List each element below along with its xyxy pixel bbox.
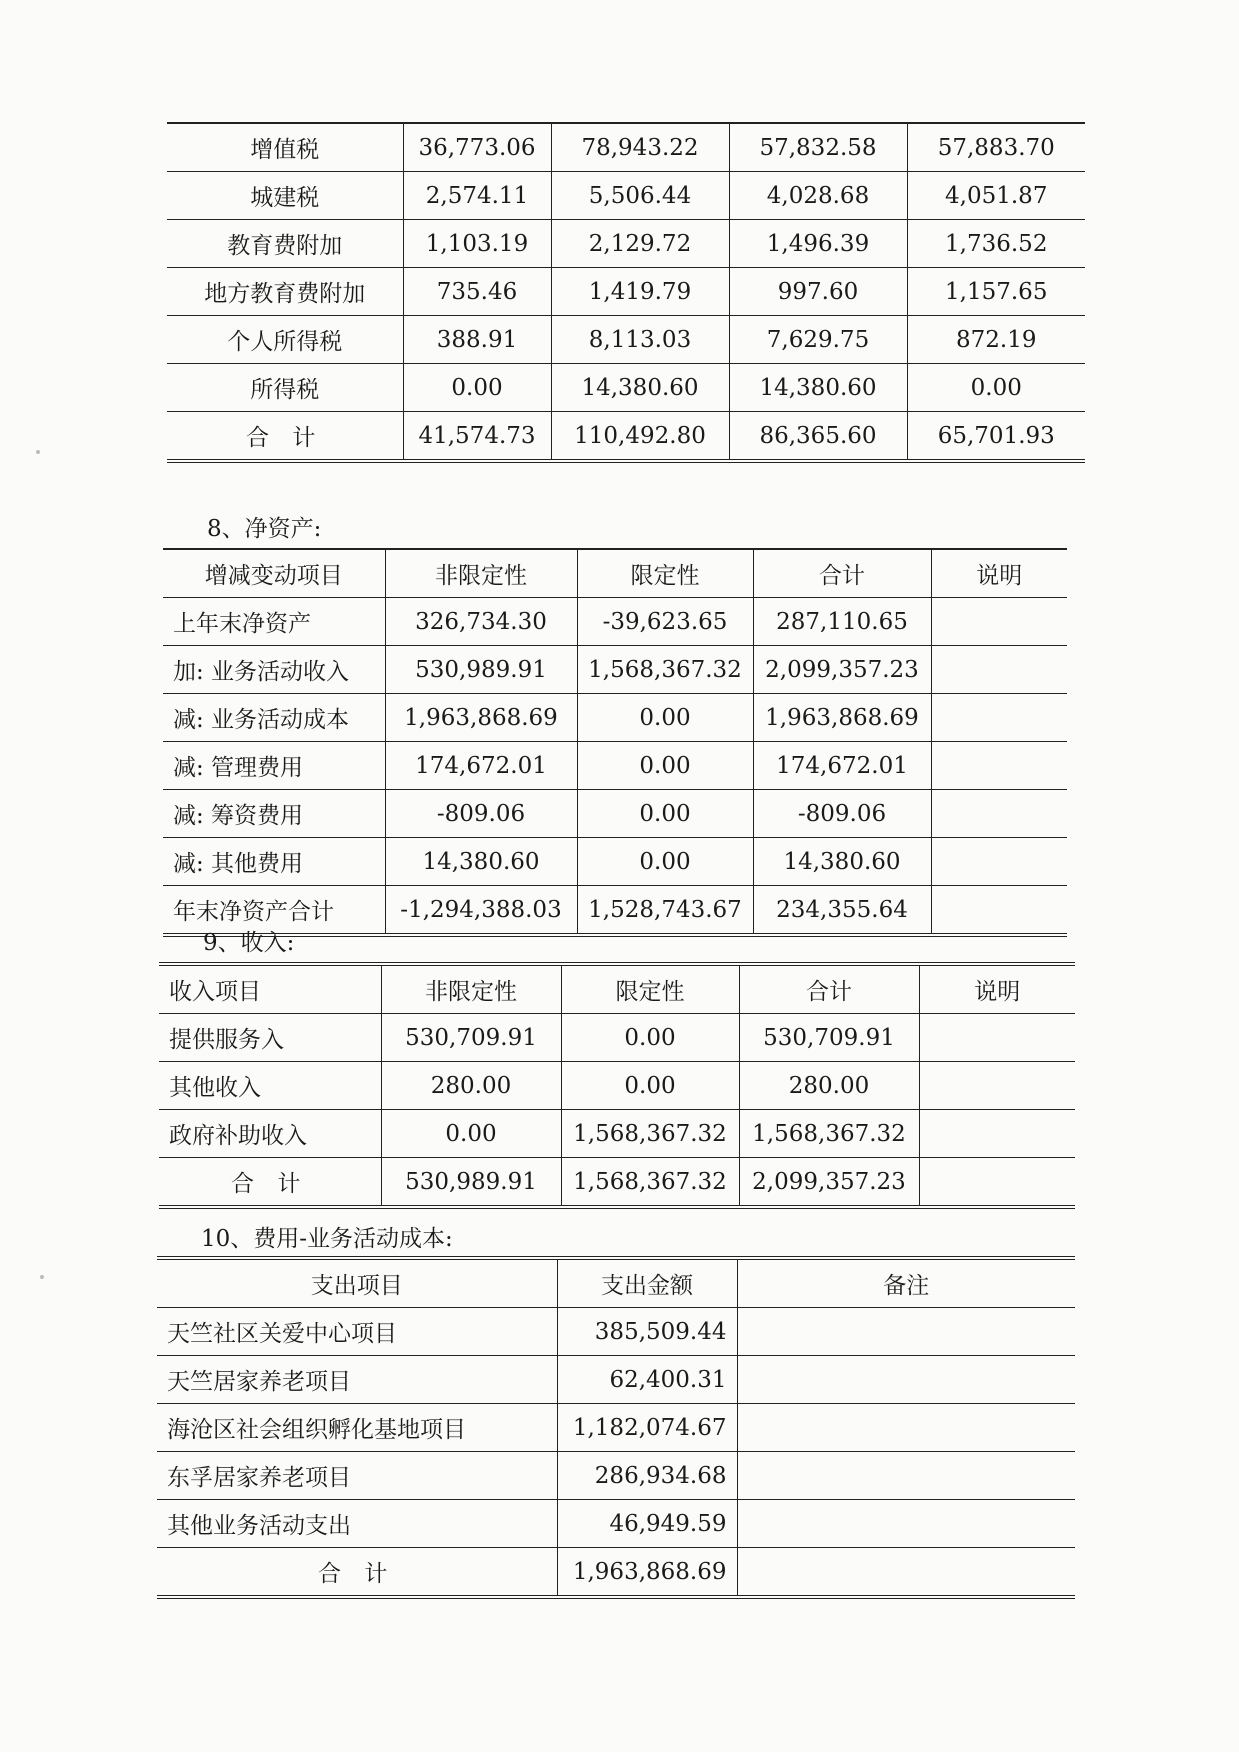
amount-cell: 1,568,367.32 [561,1158,739,1208]
amount-cell: 1,568,367.32 [577,646,753,694]
amount-cell: 2,099,357.23 [739,1158,919,1208]
item-name: 增值税 [167,123,403,172]
amount-cell: 1,182,074.67 [557,1404,737,1452]
amount-cell: 57,883.70 [907,123,1085,172]
table-row [167,220,1085,268]
item-name: 年末净资产合计 [163,886,385,936]
amount-cell: 41,574.73 [403,412,551,462]
amount-cell: 0.00 [577,694,753,742]
item-name: 其他收入 [159,1062,381,1110]
item-name: 政府补助收入 [159,1110,381,1158]
note-cell [737,1548,1075,1598]
amount-cell: 530,709.91 [739,1014,919,1062]
total-label: 合 计 [157,1548,557,1598]
scan-speck [36,450,40,454]
table-row [167,364,1085,412]
amount-cell: 8,113.03 [551,316,729,364]
amount-cell: 0.00 [561,1014,739,1062]
note-cell [919,1014,1075,1062]
table-header-row [157,1258,1075,1308]
column-header: 支出金额 [557,1258,737,1308]
note-cell [919,1158,1075,1208]
table-row [159,1062,1075,1110]
section-heading-net-assets: 8、净资产: [207,516,322,542]
amount-cell: 0.00 [577,790,753,838]
table-row [157,1356,1075,1404]
note-cell [737,1404,1075,1452]
item-name: 减: 其他费用 [163,838,385,886]
table-row [163,742,1067,790]
amount-cell: 530,989.91 [381,1158,561,1208]
amount-cell: 1,157.65 [907,268,1085,316]
amount-cell: 280.00 [381,1062,561,1110]
total-row [163,886,1067,936]
amount-cell: 234,355.64 [753,886,931,936]
amount-cell: 14,380.60 [551,364,729,412]
column-header: 增减变动项目 [163,549,385,598]
section-heading-business-cost: 10、费用-业务活动成本: [201,1226,453,1252]
table-header-row [159,964,1075,1014]
note-cell [737,1308,1075,1356]
amount-cell: 1,568,367.32 [739,1110,919,1158]
item-name: 减: 筹资费用 [163,790,385,838]
amount-cell: 287,110.65 [753,598,931,646]
amount-cell: 1,568,367.32 [561,1110,739,1158]
column-header: 限定性 [561,964,739,1014]
note-cell [931,646,1067,694]
table-row [163,694,1067,742]
column-header: 说明 [919,964,1075,1014]
amount-cell: 1,419.79 [551,268,729,316]
item-name: 城建税 [167,172,403,220]
amount-cell: 388.91 [403,316,551,364]
table-row [159,1014,1075,1062]
amount-cell: 997.60 [729,268,907,316]
total-row [167,412,1085,462]
income-table [159,962,1075,1209]
note-cell [737,1356,1075,1404]
amount-cell: 36,773.06 [403,123,551,172]
note-cell [737,1500,1075,1548]
note-cell [931,694,1067,742]
amount-cell: 14,380.60 [753,838,931,886]
table-row [157,1404,1075,1452]
table-row [163,646,1067,694]
item-name: 地方教育费附加 [167,268,403,316]
amount-cell: 1,528,743.67 [577,886,753,936]
item-name: 东孚居家养老项目 [157,1452,557,1500]
amount-cell: 14,380.60 [729,364,907,412]
amount-cell: 174,672.01 [385,742,577,790]
item-name: 天竺社区关爱中心项目 [157,1308,557,1356]
amount-cell: 14,380.60 [385,838,577,886]
column-header: 合计 [753,549,931,598]
note-cell [919,1110,1075,1158]
amount-cell: -809.06 [385,790,577,838]
total-label: 合 计 [159,1158,381,1208]
table-row [167,123,1085,172]
table-row [163,838,1067,886]
table-row [167,316,1085,364]
amount-cell: -39,623.65 [577,598,753,646]
table-row [167,268,1085,316]
table-row [167,172,1085,220]
amount-cell: 86,365.60 [729,412,907,462]
amount-cell: 385,509.44 [557,1308,737,1356]
note-cell [931,790,1067,838]
amount-cell: 57,832.58 [729,123,907,172]
item-name: 天竺居家养老项目 [157,1356,557,1404]
column-header: 非限定性 [385,549,577,598]
amount-cell: 530,989.91 [385,646,577,694]
amount-cell: 174,672.01 [753,742,931,790]
item-name: 海沧区社会组织孵化基地项目 [157,1404,557,1452]
column-header: 说明 [931,549,1067,598]
amount-cell: 1,963,868.69 [557,1548,737,1598]
net-assets-table [163,548,1067,937]
column-header: 收入项目 [159,964,381,1014]
amount-cell: 0.00 [577,838,753,886]
amount-cell: 280.00 [739,1062,919,1110]
amount-cell: 0.00 [561,1062,739,1110]
column-header: 非限定性 [381,964,561,1014]
item-name: 教育费附加 [167,220,403,268]
amount-cell: 5,506.44 [551,172,729,220]
item-name: 个人所得税 [167,316,403,364]
amount-cell: 65,701.93 [907,412,1085,462]
note-cell [931,742,1067,790]
column-header: 合计 [739,964,919,1014]
note-cell [737,1452,1075,1500]
amount-cell: 326,734.30 [385,598,577,646]
item-name: 其他业务活动支出 [157,1500,557,1548]
amount-cell: 4,051.87 [907,172,1085,220]
column-header: 支出项目 [157,1258,557,1308]
amount-cell: 530,709.91 [381,1014,561,1062]
item-name: 加: 业务活动收入 [163,646,385,694]
amount-cell: 78,943.22 [551,123,729,172]
table-row [163,790,1067,838]
amount-cell: 46,949.59 [557,1500,737,1548]
amount-cell: 2,129.72 [551,220,729,268]
amount-cell: 735.46 [403,268,551,316]
amount-cell: 0.00 [907,364,1085,412]
section-heading-income: 9、收入: [203,930,295,956]
item-name: 提供服务入 [159,1014,381,1062]
amount-cell: 1,496.39 [729,220,907,268]
amount-cell: 1,736.52 [907,220,1085,268]
amount-cell: 872.19 [907,316,1085,364]
table-row [159,1110,1075,1158]
note-cell [931,886,1067,936]
column-header: 备注 [737,1258,1075,1308]
amount-cell: 0.00 [403,364,551,412]
item-name: 减: 管理费用 [163,742,385,790]
amount-cell: 286,934.68 [557,1452,737,1500]
business-cost-table [157,1256,1075,1599]
column-header: 限定性 [577,549,753,598]
total-row [157,1548,1075,1598]
amount-cell: 0.00 [381,1110,561,1158]
item-name: 所得税 [167,364,403,412]
amount-cell: -1,294,388.03 [385,886,577,936]
note-cell [919,1062,1075,1110]
table-row [157,1452,1075,1500]
amount-cell: 4,028.68 [729,172,907,220]
total-label: 合 计 [167,412,403,462]
amount-cell: 110,492.80 [551,412,729,462]
note-cell [931,598,1067,646]
amount-cell: 1,103.19 [403,220,551,268]
table-header-row [163,549,1067,598]
amount-cell: 62,400.31 [557,1356,737,1404]
note-cell [931,838,1067,886]
amount-cell: 1,963,868.69 [753,694,931,742]
amount-cell: 2,099,357.23 [753,646,931,694]
table-row [163,598,1067,646]
total-row [159,1158,1075,1208]
amount-cell: 2,574.11 [403,172,551,220]
amount-cell: 7,629.75 [729,316,907,364]
amount-cell: 1,963,868.69 [385,694,577,742]
tax-table [167,122,1085,463]
table-row [157,1500,1075,1548]
table-row [157,1308,1075,1356]
item-name: 上年末净资产 [163,598,385,646]
scan-speck [40,1275,44,1279]
amount-cell: -809.06 [753,790,931,838]
item-name: 减: 业务活动成本 [163,694,385,742]
amount-cell: 0.00 [577,742,753,790]
